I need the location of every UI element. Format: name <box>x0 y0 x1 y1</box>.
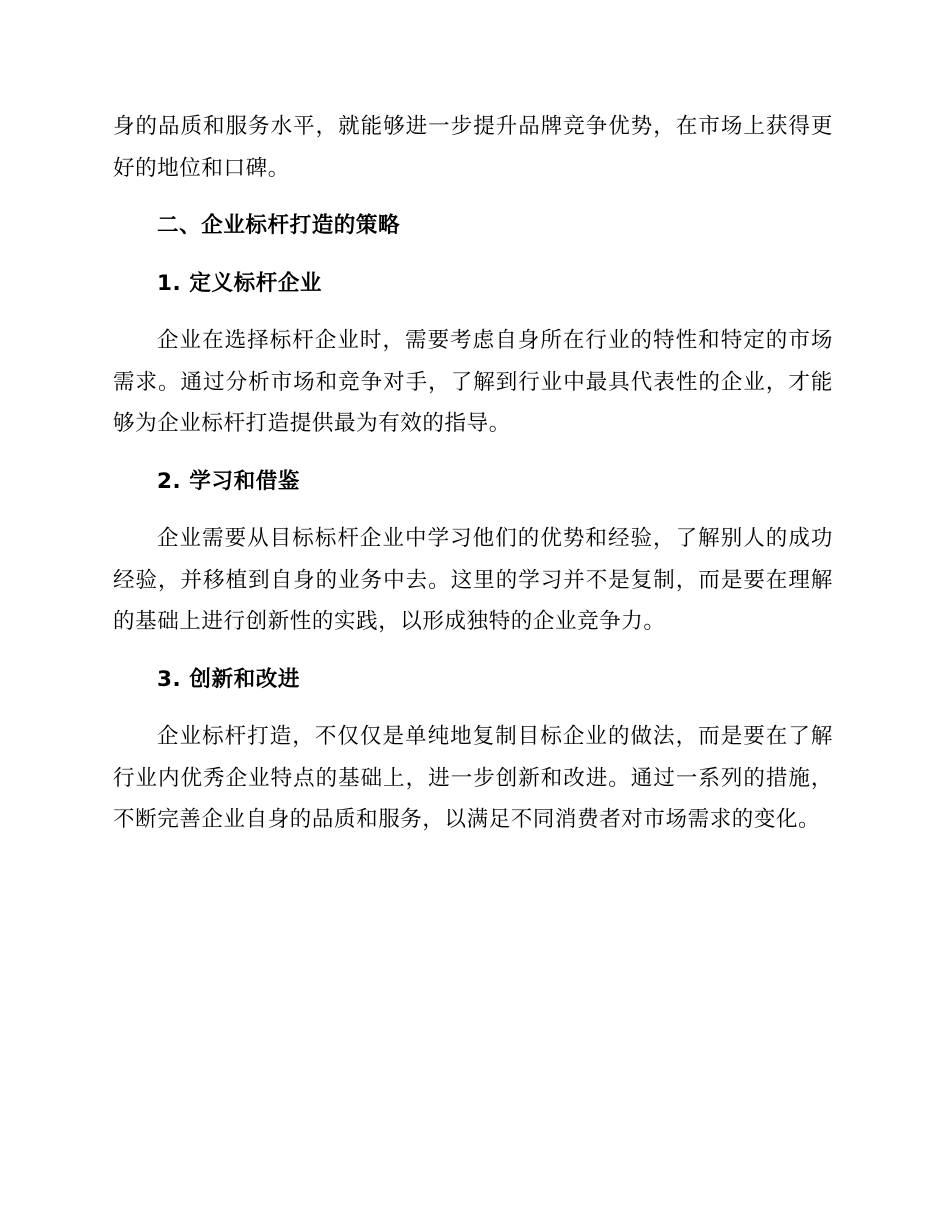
document-page <box>113 106 833 841</box>
subsection-body-1: 企业在选择标杆企业时，需要考虑自身所在行业的特性和特定的市场需求。通过分析市场和竞争对手，了解到行业中最具代表性的企业，才能够为企业标杆打造提供最为有效的指导。 <box>113 328 833 436</box>
intro-paragraph: 身的品质和服务水平，就能够进一步提升品牌竞争优势，在市场上获得更好的地位和口碑。 <box>113 114 833 181</box>
section-heading: 二、企业标杆打造的策略 <box>157 213 401 238</box>
subsection-body-2: 企业需要从目标标杆企业中学习他们的优势和经验，了解别人的成功经验，并移植到自身的业务中去。这里的学习并不是复制，而是要在理解的基础上进行创新性的实践，以形成独特的企业竞争力。 <box>113 526 833 634</box>
subsection-heading-3: 3. 创新和改进 <box>157 666 300 692</box>
subsection-heading-2: 2. 学习和借鉴 <box>157 468 300 494</box>
subsection-heading-1: 1. 定义标杆企业 <box>157 270 323 296</box>
subsection-body-3: 企业标杆打造，不仅仅是单纯地复制目标企业的做法，而是要在了解行业内优秀企业特点的基础上，进一步创新和改进。通过一系列的措施，不断完善企业自身的品质和服务，以满足不同消费者对市场需求的变化。 <box>113 724 833 832</box>
